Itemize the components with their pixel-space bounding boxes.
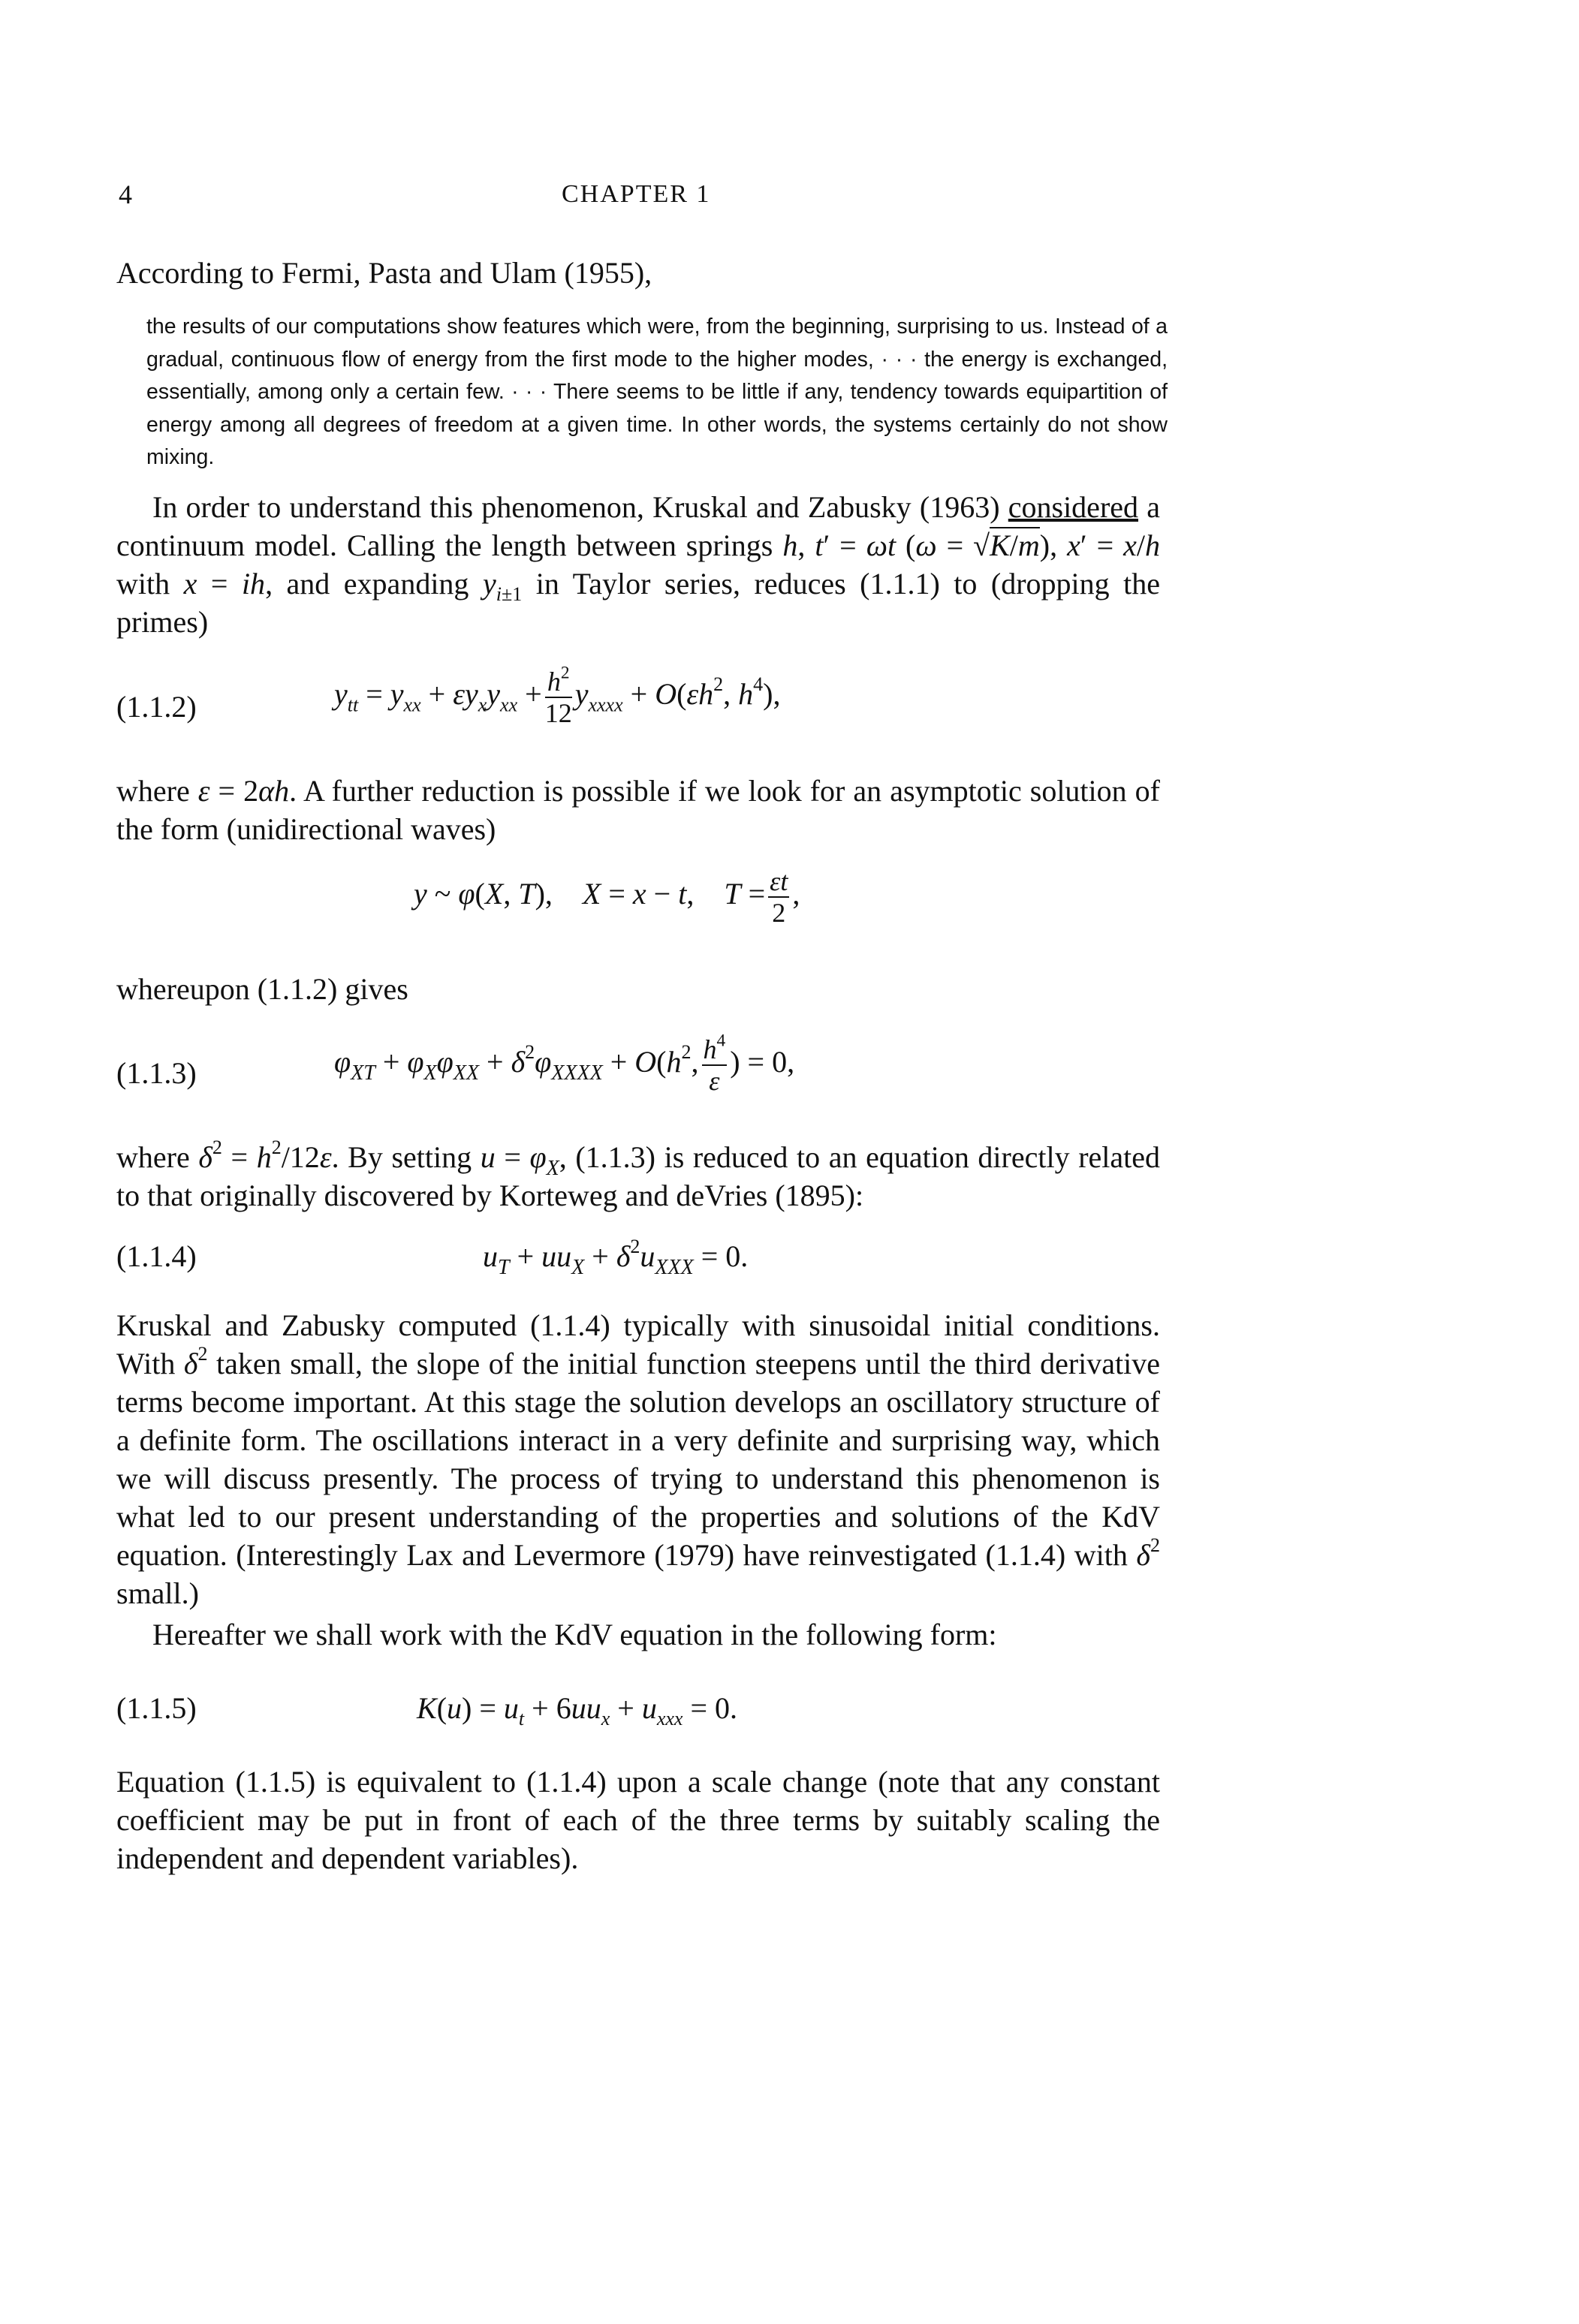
paragraph-equivalence: Equation (1.1.5) is equivalent to (1.1.4) upon a scale change (note that any constant coefficient may be put in front of each of the three terms by suitably scaling the independent and dependent variables). bbox=[116, 1765, 1160, 1875]
paragraph-kruskal-zabusky: In order to understand this phenomenon, Kruskal and Zabusky (1963) considered a continuum model. Calling the length between springs h, t′ = ωt (ω = √K/m), x′ = x/h with x = ih, and expanding $y_{i\pm 1}$ in Taylor series, reduces (1.1.1) to (dropping the primes) bbox=[116, 490, 1161, 639]
equation-1-1-5 bbox=[116, 1681, 1168, 1741]
paragraph-asymptotic: where ε = 2αh. A further reduction is possible if we look for an asymptotic solution of the form (unidirectional waves) bbox=[116, 774, 1161, 846]
equation-1-1-4 bbox=[116, 1231, 1168, 1291]
equation-body: $K(u) = u_t + 6uu_x + u_{xxx} = 0$. bbox=[417, 1691, 737, 1730]
equation-body: $y_{tt} = y_{xx} + \varepsilon y_xy_{xx}$ + $\frac{h^2}{12}$ $y_{xxxx} + O(\varepsilon h^2$, $h^4$), bbox=[334, 663, 781, 728]
paragraph-computed: Kruskal and Zabusky computed (1.1.4) typically with sinusoidal initial conditions. With $\delta^2$ taken small, the slope of the initial function steepens until the third derivative terms become important. At this stage the solution develops an oscillatory structure of a definite form. The oscillations interact in a very definite and surprising way, which we will discuss presently. The process of trying to understand this phenomenon is what led to our present understanding of the properties and solutions of the KdV equation. (Interestingly Lax and Levermore (1979) have reinvestigated (1.1.4) with $\delta^2$ small.) bbox=[116, 1308, 1160, 1610]
equation-1-1-3 bbox=[116, 1028, 1168, 1111]
equation-body: y ~ φ(X, T), X = x − t, T = $\frac{\varepsilon t}{2}$ , bbox=[414, 866, 800, 928]
equation-label: (1.1.5) bbox=[116, 1691, 197, 1725]
equation-ansatz bbox=[116, 863, 1168, 938]
equation-label: (1.1.4) bbox=[116, 1239, 197, 1273]
equation-label: (1.1.3) bbox=[116, 1056, 197, 1090]
intro-line: According to Fermi, Pasta and Ulam (1955), bbox=[116, 256, 652, 290]
page-number: 4 bbox=[119, 179, 132, 209]
page-header bbox=[119, 179, 1207, 224]
equation-1-1-2 bbox=[116, 661, 1168, 743]
equation-label: (1.1.2) bbox=[116, 690, 197, 724]
equation-body: $\varphi_{XT} + \varphi_X\varphi_{XX} + \delta^2\varphi_{XXXX} + O(h^2$, $\frac{h^4}{\varepsilon}$ ) = 0, bbox=[334, 1031, 795, 1096]
running-head: CHAPTER 1 bbox=[562, 180, 711, 208]
paragraph-hereafter: Hereafter we shall work with the KdV equation in the following form: bbox=[152, 1618, 997, 1651]
paragraph-whereupon: whereupon (1.1.2) gives bbox=[116, 972, 408, 1006]
block-quote: the results of our computations show features which were, from the beginning, surprising to us. Instead of a gradual, continuous flow of energy from the first mode to the higher modes, · · · the energy is exchanged, essentially, among only a certain few. · · · There seems to be little if any, tendency towards equipartition of energy among all degrees of freedom at a given time. In other words, the systems certainly do not show mixing. bbox=[146, 315, 1168, 469]
equation-body: $u_T + uu_X + \delta^2u_{XXX} = 0$. bbox=[483, 1235, 749, 1279]
paragraph-korteweg: where $\delta^2 = h^2/12\varepsilon$. By setting $u = \varphi_X$, (1.1.3) is reduced to an equation directly related to that originally discovered by Korteweg and deVries (1895): bbox=[116, 1136, 1161, 1212]
